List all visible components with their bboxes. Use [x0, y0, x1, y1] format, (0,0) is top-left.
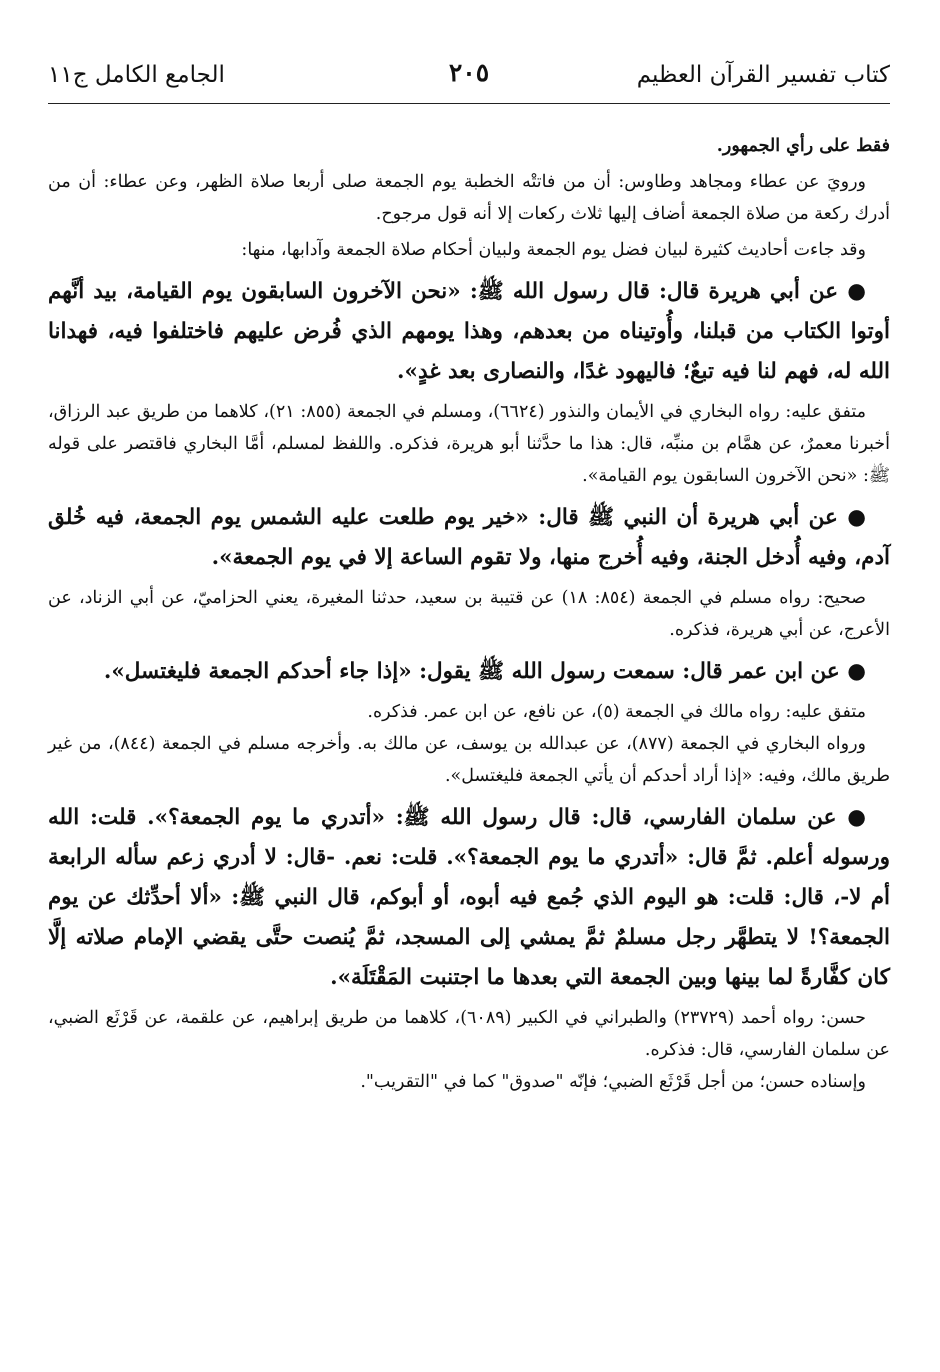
- hadith-2: ● عن أبي هريرة أن النبي ﷺ قال: «خير يوم طلعت عليه الشمس يوم الجمعة، فيه خُلق آدم، وفيه أُدخل الجنة، وفيه أُخرج منها، ولا تقوم الساعة إلا في يوم الجمعة».: [48, 505, 890, 570]
- paragraph-intro: فقط على رأي الجمهور.: [716, 136, 890, 156]
- page-header: [48, 58, 890, 98]
- paragraph-narration-ata: ورويَ عن عطاء ومجاهد وطاوس: أن من فاتتْه الخطبة يوم الجمعة صلى أربعا صلاة الظهر، وعن عطاء: أن من أدرك ركعة من صلاة الجمعة أضاف إليها ثلاث ركعات إلا أنه قول مرجوح.: [48, 172, 890, 224]
- hadith-1: ● عن أبي هريرة قال: قال رسول الله ﷺ: «نحن الآخرون السابقون يوم القيامة، بيد أنَّهم أوتوا الكتاب من قبلنا، وأُوتيناه من بعدهم، وهذا يومهم الذي فُرض عليهم فاختلفوا فيه، فهدانا الله له، فهم لنا فيه تبعٌ؛ فاليهود غدًا، والنصارى بعد غدٍ».: [48, 279, 890, 384]
- takhrij-4a: حسن: رواه أحمد (٢٣٧٢٩) والطبراني في الكبير (٦٠٨٩)، كلاهما من طريق إبراهيم، عن علقمة، عن قَرْثَع الضبي، عن سلمان الفارسي، قال: فذكره.: [48, 1008, 890, 1060]
- takhrij-3a: متفق عليه: رواه مالك في الجمعة (٥)، عن نافع، عن ابن عمر. فذكره.: [367, 702, 866, 722]
- paragraph-hadith-intro: وقد جاءت أحاديث كثيرة لبيان فضل يوم الجمعة ولبيان أحكام صلاة الجمعة وآدابها، منها:: [241, 240, 866, 260]
- page-number: ٢٠٥: [448, 58, 490, 87]
- volume-label: الجامع الكامل ج١١: [48, 62, 225, 88]
- hadith-3: ● عن ابن عمر قال: سمعت رسول الله ﷺ يقول: «إذا جاء أحدكم الجمعة فليغتسل».: [103, 659, 866, 684]
- takhrij-2: صحيح: رواه مسلم في الجمعة (٨٥٤: ١٨) عن قتيبة بن سعيد، حدثنا المغيرة، يعني الحزاميّ، عن أبي الزناد، عن الأعرج، عن أبي هريرة، فذكره.: [48, 588, 890, 640]
- book-title: كتاب تفسير القرآن العظيم: [636, 62, 890, 88]
- takhrij-1: متفق عليه: رواه البخاري في الأيمان والنذور (٦٦٢٤)، ومسلم في الجمعة (٨٥٥: ٢١)، كلاهما من طريق عبد الرزاق، أخبرنا معمرٌ، عن همَّام بن منبِّه، قال: هذا ما حدَّثنا أبو هريرة، فذكره. واللفظ لمسلم، أمَّا البخاري فاقتصر على قوله ﷺ: «نحن الآخرون السابقون يوم القيامة».: [48, 402, 890, 486]
- takhrij-4b: وإسناده حسن؛ من أجل قَرْثَع الضبي؛ فإنّه "صدوق" كما في "التقريب".: [360, 1072, 866, 1092]
- header-divider: [48, 103, 890, 104]
- page-body: [48, 130, 890, 1098]
- hadith-4: ● عن سلمان الفارسي، قال: قال رسول الله ﷺ: «أتدري ما يوم الجمعة؟». قلت: الله ورسوله أعلم. ثمَّ قال: «أتدري ما يوم الجمعة؟». قلت: نعم. -قال: لا أدري زعم سأله الرابعة أم لا-، قال: قلت: هو اليوم الذي جُمع فيه أبوه، أو أبوكم، قال النبي ﷺ: «ألا أحدِّثك عن يوم الجمعة؟! لا يتطهَّر رجل مسلمٌ ثمَّ يمشي إلى المسجد، ثمَّ يُنصت حتَّى يقضي الإمام صلاته إلَّا كان كفَّارةً لما بينها وبين الجمعة التي بعدها ما اجتنبت المَقْتَلَة».: [48, 805, 890, 990]
- takhrij-3b: ورواه البخاري في الجمعة (٨٧٧)، عن عبدالله بن يوسف، عن مالك به. وأخرجه مسلم في الجمعة (٨٤٤)، من غير طريق مالك، وفيه: «إذا أراد أحدكم أن يأتي الجمعة فليغتسل».: [48, 734, 890, 786]
